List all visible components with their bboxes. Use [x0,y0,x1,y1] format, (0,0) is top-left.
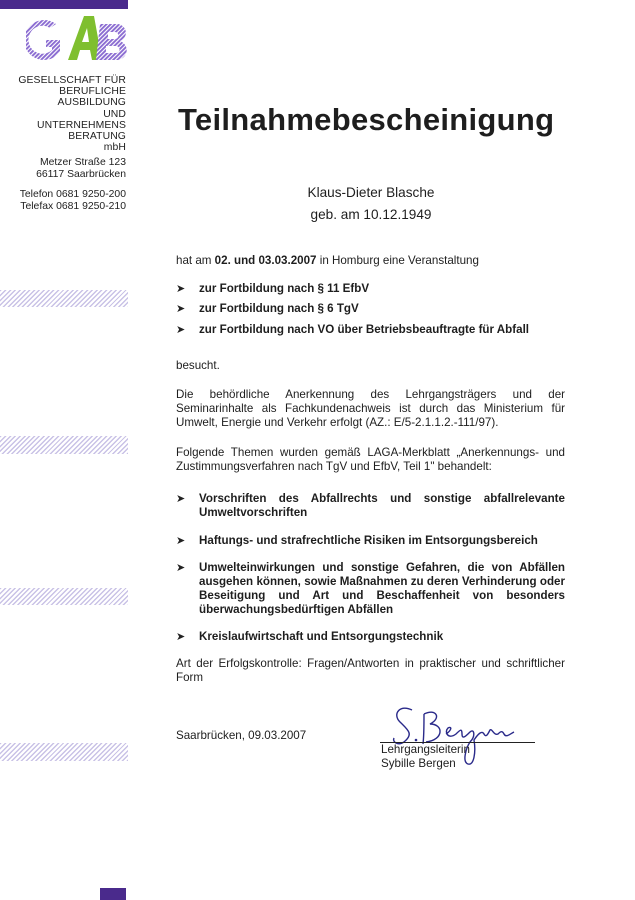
decorative-stripe [0,290,128,307]
fax-number: Telefax 0681 9250-210 [20,200,126,212]
recognition-paragraph: Die behördliche Anerkennung des Lehrgangsträgers und der Seminarinhalte als Fachkundenachweis ist durch das Ministerium für Umwelt, Energie und Verkehr erfolgt (AZ.: E/5-2.1.1.2.-111/97). [176,388,565,429]
org-address [36,157,126,180]
place-and-date: Saarbrücken, 09.03.2007 [176,729,307,742]
decorative-stripe [0,588,128,605]
arrowhead-bullet-icon: ➤ [176,303,186,315]
certificate-title: Teilnahmebescheinigung [178,102,555,137]
arrowhead-bullet-icon: ➤ [176,562,186,574]
arrowhead-bullet-icon: ➤ [176,535,186,547]
arrowhead-bullet-icon: ➤ [176,324,186,336]
topic-item: Kreislaufwirtschaft und Entsorgungstechnik [199,630,444,643]
org-line: mbH [103,142,126,154]
course-item: zur Fortbildung nach § 6 TgV [199,302,359,315]
decorative-stripe [0,436,128,454]
address-city: 66117 Saarbrücken [36,168,126,180]
event-intro [176,254,479,268]
org-line: BERUFLICHE [59,86,126,98]
bottom-brand-block [100,888,126,900]
topics-intro: Folgende Themen wurden gemäß LAGA-Merkblatt „Anerkennungs- und Zustimmungsverfahren nach TgV und EfbV, Teil 1" behandelt: [176,446,565,473]
participant-birthdate: geb. am 10.12.1949 [310,207,432,222]
organization-name [18,75,126,153]
phone-number: Telefon 0681 9250-200 [19,189,126,200]
visited-text: besucht. [176,359,220,372]
gab-logo [26,10,132,68]
address-street: Metzer Straße 123 [39,157,126,168]
participant-name: Klaus-Dieter Blasche [307,185,435,200]
arrowhead-bullet-icon: ➤ [176,283,186,295]
arrowhead-bullet-icon: ➤ [176,493,186,505]
course-item: zur Fortbildung nach § 11 EfbV [199,282,370,295]
topic-item: Umwelteinwirkungen und sonstige Gefahren, die von Abfällen ausgehen können, sowie Maßnahmen zu deren Verhinderung oder Beseitigung und Art und Beschaffenheit von besonders überwachungsbedürftigen Abfällen [199,561,565,616]
signer-name: Sybille Bergen [381,757,456,770]
course-item: zur Fortbildung nach VO über Betriebsbeauftragte für Abfall [199,323,530,336]
intro-text: hat am [176,254,215,267]
arrowhead-bullet-icon: ➤ [176,631,186,643]
org-line: GESELLSCHAFT FÜR [18,75,126,86]
org-line: UND [103,108,126,120]
event-dates: 02. und 03.03.2007 [214,254,317,267]
assessment-text: Art der Erfolgskontrolle: Fragen/Antworten in praktischer und schriftlicher Form [176,657,565,684]
signer-role: Lehrgangsleiterin [381,743,470,756]
decorative-stripe [0,743,128,761]
org-contact [20,189,126,212]
org-line: AUSBILDUNG [57,97,126,109]
org-line: BERATUNG [68,131,126,143]
top-brand-bar [0,0,128,9]
org-line: UNTERNEHMENS [37,119,126,131]
intro-text: in Homburg eine Veranstaltung [316,254,479,267]
topic-item: Vorschriften des Abfallrechts und sonstige abfallrelevante Umweltvorschriften [199,492,565,519]
topic-item: Haftungs- und strafrechtliche Risiken im Entsorgungsbereich [199,534,538,547]
